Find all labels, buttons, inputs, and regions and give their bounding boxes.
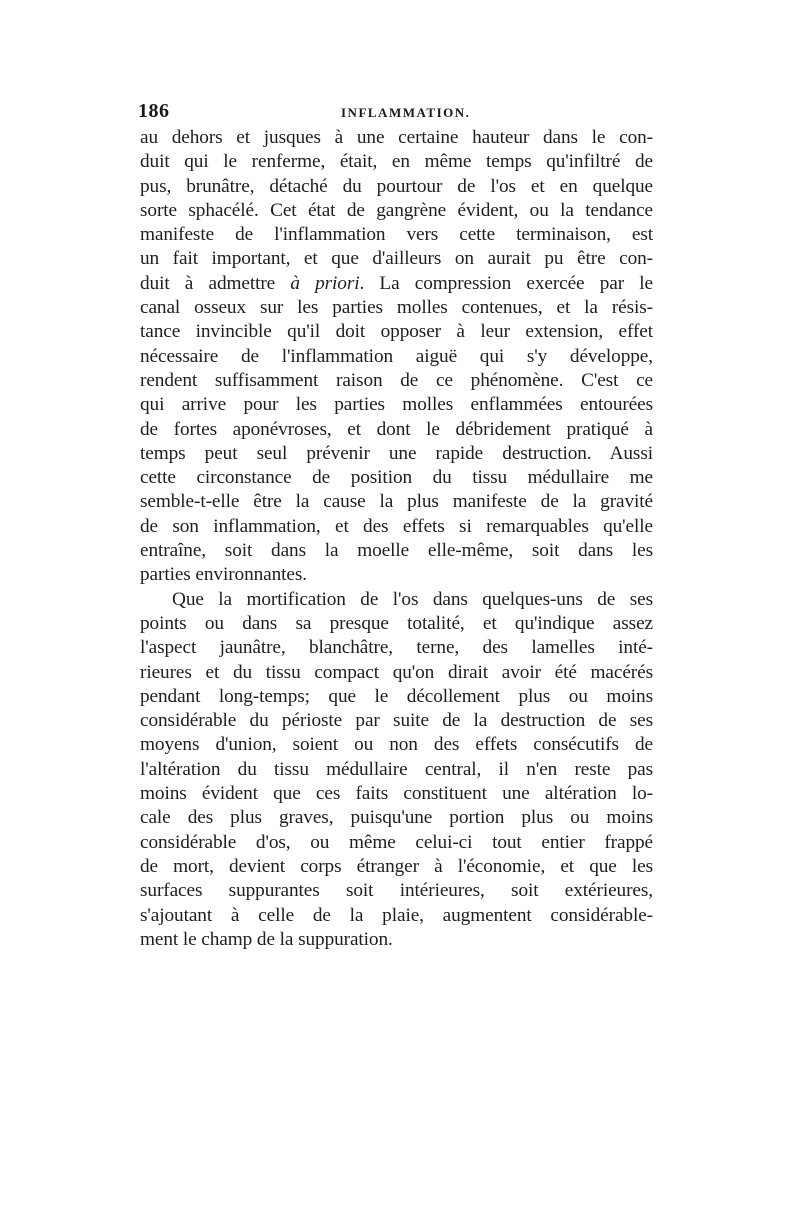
text-line: ment le champ de la suppuration.: [140, 928, 393, 950]
text-line: duit à admettre à priori. La compression exercée par le: [140, 272, 653, 294]
text-line: canal osseux sur les parties molles contenues, et la résis-: [140, 297, 653, 319]
text-line: entraîne, soit dans la moelle elle-même, soit dans les: [140, 540, 653, 562]
text-line: sorte sphacélé. Cet état de gangrène évident, ou la tendance: [140, 199, 653, 221]
page-number: 186: [138, 100, 170, 122]
text-line: de fortes aponévroses, et dont le débridement pratiqué à: [140, 418, 653, 440]
text-line: de son inflammation, et des effets si remarquables qu'elle: [140, 515, 653, 537]
text-line: parties environnantes.: [140, 564, 307, 586]
paragraph: [140, 588, 653, 952]
text-line: qui arrive pour les parties molles enflammées entourées: [140, 394, 653, 416]
text-line: considérable d'os, ou même celui-ci tout entier frappé: [140, 831, 653, 853]
text-line: nécessaire de l'inflammation aiguë qui s'y développe,: [140, 345, 653, 367]
text-line: rendent suffisamment raison de ce phénomène. C'est ce: [140, 369, 653, 391]
text-line: pus, brunâtre, détaché du pourtour de l'os et en quelque: [140, 175, 653, 197]
text-line: de mort, devient corps étranger à l'économie, et que les: [140, 855, 653, 877]
text-line: moyens d'union, soient ou non des effets consécutifs de: [140, 734, 653, 756]
text-line: l'altération du tissu médullaire central, il n'en reste pas: [140, 758, 653, 780]
text-line: manifeste de l'inflammation vers cette terminaison, est: [140, 224, 653, 246]
text-line: semble-t-elle être la cause la plus manifeste de la gravité: [140, 491, 653, 513]
text-line: moins évident que ces faits constituent une altération lo-: [140, 783, 653, 805]
paragraph: [140, 126, 653, 588]
text-line: cette circonstance de position du tissu médullaire me: [140, 467, 653, 489]
text-line: s'ajoutant à celle de la plaie, augmentent considérable-: [140, 904, 653, 926]
text-line: surfaces suppurantes soit intérieures, soit extérieures,: [140, 880, 653, 902]
text-line: considérable du périoste par suite de la destruction de ses: [140, 710, 653, 732]
text-line: cale des plus graves, puisqu'une portion plus ou moins: [140, 807, 653, 829]
text-line: temps peut seul prévenir une rapide destruction. Aussi: [140, 442, 653, 464]
text-line: rieures et du tissu compact qu'on dirait avoir été macérés: [140, 661, 653, 683]
running-head: INFLAMMATION.: [341, 105, 471, 120]
text-line: l'aspect jaunâtre, blanchâtre, terne, des lamelles inté-: [140, 637, 653, 659]
text-line: au dehors et jusques à une certaine hauteur dans le con-: [140, 127, 653, 148]
text-line: Que la mortification de l'os dans quelques-uns de ses: [172, 588, 653, 610]
text-line: points ou dans sa presque totalité, et qu'indique assez: [140, 612, 653, 634]
body-text: [140, 126, 653, 952]
text-line: duit qui le renferme, était, en même temps qu'infiltré de: [140, 151, 653, 173]
text-line: tance invincible qu'il doit opposer à leur extension, effet: [140, 321, 653, 343]
page-header: [138, 100, 658, 124]
text-line: pendant long-temps; que le décollement plus ou moins: [140, 685, 653, 707]
text-line: un fait important, et que d'ailleurs on aurait pu être con-: [140, 248, 653, 270]
